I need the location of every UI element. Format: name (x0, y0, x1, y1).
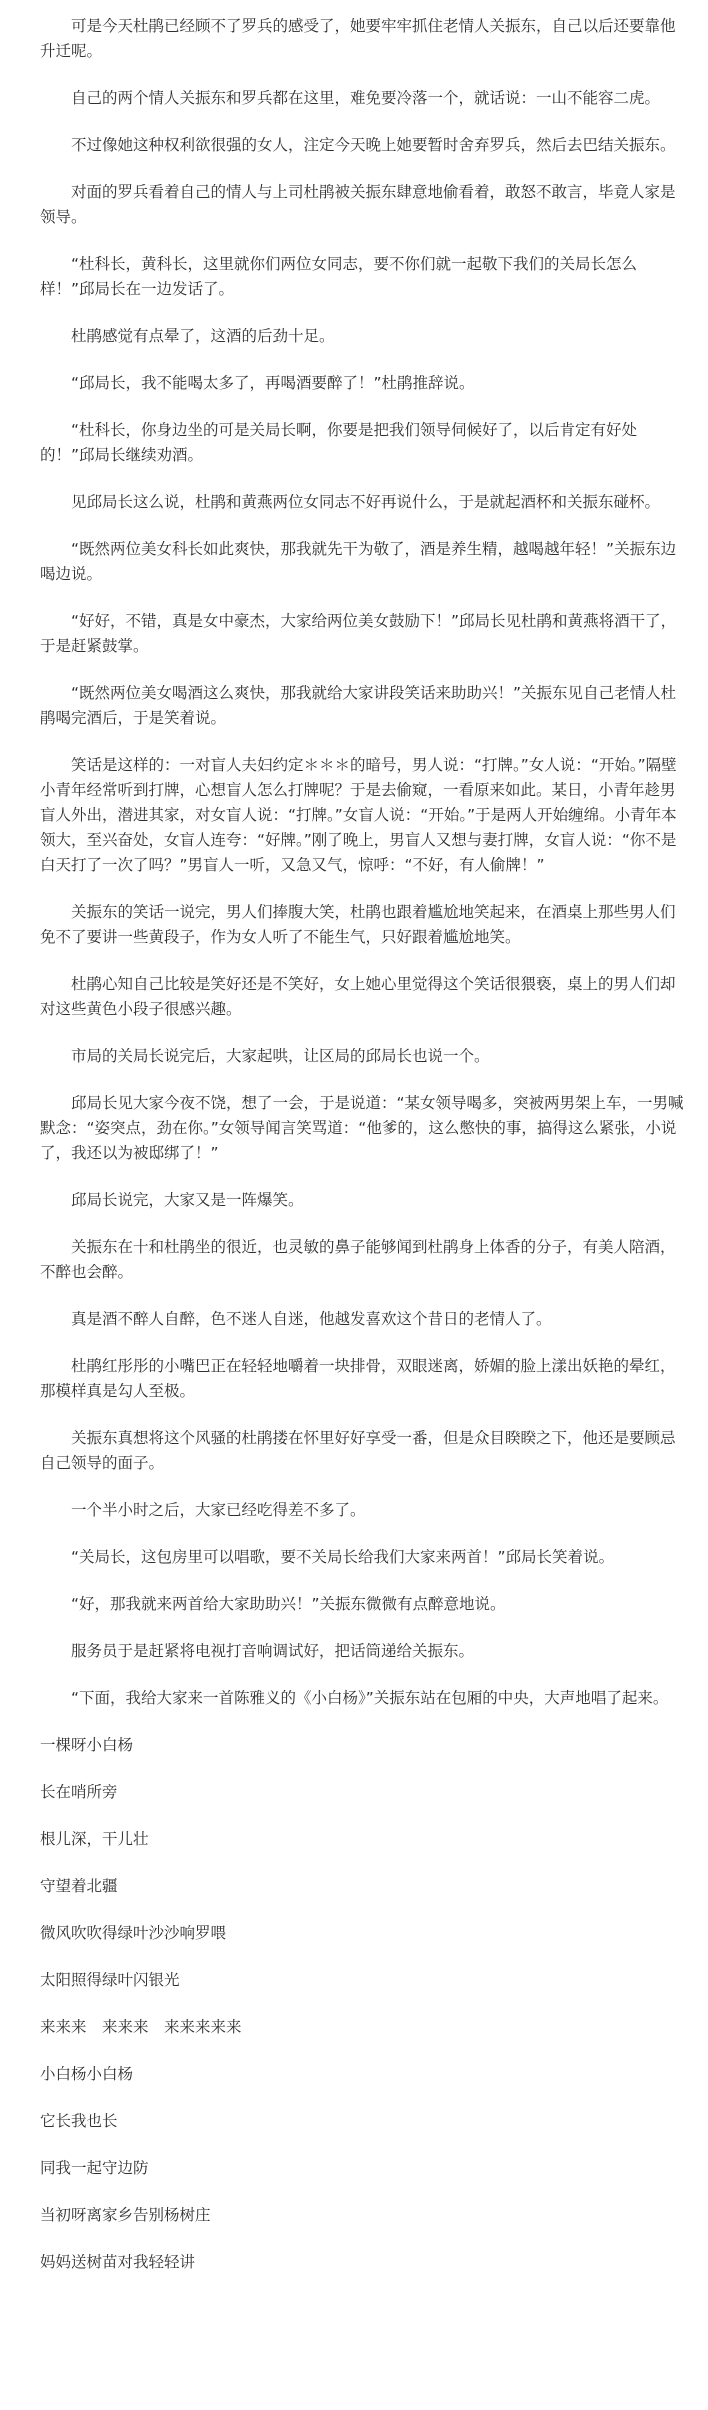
song-lyric-line: 同我一起守边防 (40, 2159, 149, 2177)
song-lyric-line: 守望着北疆 (40, 1877, 118, 1895)
story-paragraph: 关振东在十和杜鹃坐的很近，也灵敏的鼻子能够闻到杜鹃身上体香的分子，有美人陪酒，不醉也会醉。 (40, 1238, 676, 1281)
story-paragraph: 不过像她这种权利欲很强的女人，注定今天晚上她要暂时舍弃罗兵，然后去巴结关振东。 (71, 136, 676, 154)
story-paragraph: “既然两位美女喝酒这么爽快，那我就给大家讲段笑话来助助兴！”关振东见自己老情人杜鹃喝完酒后，于是笑着说。 (40, 684, 677, 727)
story-paragraph: “好好，不错，真是女中豪杰，大家给两位美女鼓励下！”邱局长见杜鹃和黄燕将酒干了，于是赶紧鼓掌。 (40, 612, 677, 655)
story-paragraph: 可是今天杜鹃已经顾不了罗兵的感受了，她要牢牢抓住老情人关振东，自己以后还要靠他升迁呢。 (40, 17, 676, 60)
story-paragraph: “关局长，这包房里可以唱歌，要不关局长给我们大家来两首！”邱局长笑着说。 (71, 1548, 615, 1566)
song-lyric-line: 小白杨小白杨 (40, 2065, 134, 2083)
story-paragraph: 杜鹃心知自己比较是笑好还是不笑好，女上她心里觉得这个笑话很猥亵，桌上的男人们却对这些黄色小段子很感兴趣。 (40, 975, 676, 1018)
story-paragraph: 服务员于是赶紧将电视打音响调试好，把话筒递给关振东。 (71, 1642, 475, 1660)
story-paragraph: 市局的关局长说完后，大家起哄，让区局的邱局长也说一个。 (71, 1047, 490, 1065)
story-paragraph: 见邱局长这么说，杜鹃和黄燕两位女同志不好再说什么，于是就起酒杯和关振东碰杯。 (71, 493, 661, 511)
song-lyric-line: 长在哨所旁 (40, 1783, 118, 1801)
story-paragraph: 邱局长见大家今夜不饶，想了一会，于是说道：“某女领导喝多，突被两男架上车，一男喊默念：“姿突点，劲在你。”女领导闻言笑骂道：“他爹的，这么憋快的事，搞得这么紧张，小说了，我还以为被邸绑了！” (40, 1094, 684, 1162)
story-paragraph: “既然两位美女科长如此爽快，那我就先干为敬了，酒是养生精，越喝越年轻！”关振东边喝边说。 (40, 540, 677, 583)
song-lyric-line: 微风吹吹得绿叶沙沙响罗喂 (40, 1924, 227, 1942)
song-lyric-line: 来来来 来来来 来来来来来 (40, 2018, 242, 2036)
story-paragraph: 对面的罗兵看着自己的情人与上司杜鹃被关振东肆意地偷看着，敢怒不敢言，毕竟人家是领导。 (40, 183, 676, 226)
story-paragraph: 关振东的笑话一说完，男人们捧腹大笑，杜鹃也跟着尴尬地笑起来，在酒桌上那些男人们免不了要讲一些黄段子，作为女人听了不能生气，只好跟着尴尬地笑。 (40, 903, 676, 946)
story-paragraph: 真是酒不醉人自醉，色不迷人自迷，他越发喜欢这个昔日的老情人了。 (71, 1310, 552, 1328)
song-lyric-line: 太阳照得绿叶闪银光 (40, 1971, 180, 1989)
story-paragraph: “杜科长，你身边坐的可是关局长啊，你要是把我们领导伺候好了，以后肯定有好处的！”邱局长继续劝酒。 (40, 421, 638, 464)
story-paragraph: 自己的两个情人关振东和罗兵都在这里，难免要冷落一个，就话说：一山不能容二虎。 (71, 89, 661, 107)
song-lyric-line: 根儿深，干儿壮 (40, 1830, 149, 1848)
story-paragraph: 笑话是这样的：一对盲人夫妇约定＊＊＊的暗号，男人说：“打牌。”女人说：“开始。”隔壁小青年经常听到打牌，心想盲人怎么打牌呢？于是去偷窥，一看原来如此。某日，小青年趁男盲人外出，潜进其家，对女盲人说：“打牌。”女盲人说：“开始。”于是两人开始缠绵。小青年本领大，至兴奋处，女盲人连夸：“好牌。”刚了晚上，男盲人又想与妻打牌，女盲人说：“你不是白天打了一次了吗？”男盲人一听，又急又气，惊呼：“不好，有人偷牌！” (40, 756, 677, 874)
story-paragraph: 杜鹃红彤彤的小嘴巴正在轻轻地嚼着一块排骨，双眼迷离，娇媚的脸上漾出妖艳的晕红，那模样真是勾人至极。 (40, 1357, 676, 1400)
song-lyric-line: 它长我也长 (40, 2112, 118, 2130)
song-lyric-line: 当初呀离家乡告别杨树庄 (40, 2206, 211, 2224)
story-paragraph: “杜科长，黄科长，这里就你们两位女同志，要不你们就一起敬下我们的关局长怎么样！”邱局长在一边发话了。 (40, 255, 638, 298)
story-paragraph: “邱局长，我不能喝太多了，再喝酒要醉了！”杜鹃推辞说。 (71, 374, 475, 392)
story-paragraph: 杜鹃感觉有点晕了，这酒的后劲十足。 (71, 327, 335, 345)
song-lyric-line: 妈妈送树苗对我轻轻讲 (40, 2253, 196, 2271)
story-paragraph: “好，那我就来两首给大家助助兴！”关振东微微有点醉意地说。 (71, 1595, 506, 1613)
song-lyric-line: 一棵呀小白杨 (40, 1736, 134, 1754)
story-paragraph: “下面，我给大家来一首陈雅义的《小白杨》”关振东站在包厢的中央，大声地唱了起来。 (71, 1689, 669, 1707)
story-paragraph: 邱局长说完，大家又是一阵爆笑。 (71, 1191, 304, 1209)
story-paragraph: 关振东真想将这个风骚的杜鹃搂在怀里好好享受一番，但是众目睽睽之下，他还是要顾忌自己领导的面子。 (40, 1429, 676, 1472)
story-paragraph: 一个半小时之后，大家已经吃得差不多了。 (71, 1501, 366, 1519)
